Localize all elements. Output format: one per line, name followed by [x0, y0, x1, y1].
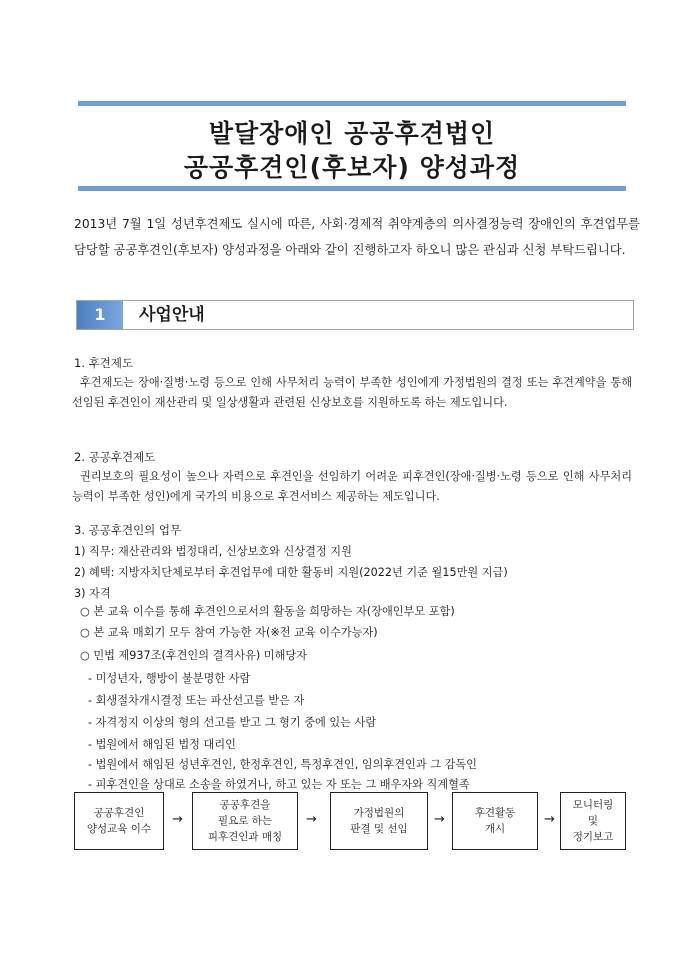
- benefit-line: 2) 혜택: 지방자치단체로부터 후견업무에 대한 활동비 지원(2022년 기준 월15만원 지급): [74, 566, 508, 579]
- disqualification-item: - 법원에서 해임된 성년후견인, 한정후견인, 특정후견인, 임의후견인과 그 감독인: [88, 758, 477, 771]
- disqualification-item: - 법원에서 해임된 법정 대리인: [88, 738, 236, 751]
- title-line-2: 공공후견인(후보자) 양성과정: [183, 153, 521, 182]
- flow-step-monitoring: 모니터링 및 정기보고: [560, 792, 626, 850]
- flow-arrow: →: [172, 812, 183, 827]
- item-2-body: 권리보호의 필요성이 높으나 자력으로 후견인을 선임하기 어려운 피후견인(장애·질병·노령 등으로 인해 사무처리 능력이 부족한 성인)에게 국가의 비용으로 후견서비스 제공하는 제도입니다.: [72, 470, 632, 503]
- qualification-circle: ○ 본 교육 이수를 통해 후견인으로서의 활동을 희망하는 자(장애인부모 포함): [80, 605, 455, 618]
- disqualification-item: - 회생절차개시결정 또는 파산선고를 받은 자: [88, 694, 305, 707]
- item-1-heading: 1. 후견제도: [74, 356, 134, 370]
- section-number: 1: [77, 301, 123, 329]
- title-line-1: 발달장애인 공공후견법인: [208, 119, 496, 148]
- flow-step-start: 후견활동 개시: [452, 792, 538, 850]
- disqualification-item: - 자격정지 이상의 형의 선고를 받고 그 형기 중에 있는 사람: [88, 716, 377, 729]
- title-top-rule: [78, 101, 626, 106]
- item-3-heading: 3. 공공후견인의 업무: [74, 523, 182, 537]
- flow-arrow: →: [544, 812, 555, 827]
- qualification-circle: ○ 본 교육 매회기 모두 참여 가능한 자(※전 교육 이수가능자): [80, 626, 378, 639]
- section-title: 사업안내: [139, 305, 205, 325]
- intro-paragraph: 2013년 7월 1일 성년후견제도 실시에 따른, 사회·경제적 취약계층의 의사결정능력 장애인의 후견업무를 담당할 공공후견인(후보자) 양성과정을 아래와 같이 진행하고자 하오니 많은 관심과 신청 부탁드립니다.: [74, 217, 640, 257]
- section-header: [76, 300, 634, 330]
- flow-step-court: 가정법원의 판결 및 선임: [330, 792, 428, 850]
- item-2-heading: 2. 공공후견제도: [74, 450, 156, 464]
- duty-line: 1) 직무: 재산관리와 법정대리, 신상보호와 신상결정 지원: [74, 545, 352, 558]
- qualification-circle: ○ 민법 제937조(후견인의 결격사유) 미해당자: [80, 649, 307, 662]
- process-flow: [74, 792, 626, 854]
- flow-arrow: →: [306, 812, 317, 827]
- flow-step-education: 공공후견인 양성교육 이수: [74, 792, 164, 850]
- qualification-heading: 3) 자격: [74, 587, 111, 600]
- flow-step-matching: 공공후견을 필요로 하는 피후견인과 매칭: [192, 792, 298, 850]
- flow-arrow: →: [434, 812, 445, 827]
- disqualification-item: - 미성년자, 행방이 불분명한 사람: [88, 672, 251, 685]
- item-1-body: 후견제도는 장애·질병·노령 등으로 인해 사무처리 능력이 부족한 성인에게 가정법원의 결정 또는 후견계약을 통해 선임된 후견인이 재산관리 및 일상생활과 관련된 신상보호를 지원하도록 하는 제도입니다.: [72, 376, 632, 409]
- disqualification-item: - 피후견인을 상대로 소송을 하였거나, 하고 있는 자 또는 그 배우자와 직계혈족: [88, 778, 470, 791]
- title-bottom-rule: [78, 186, 626, 191]
